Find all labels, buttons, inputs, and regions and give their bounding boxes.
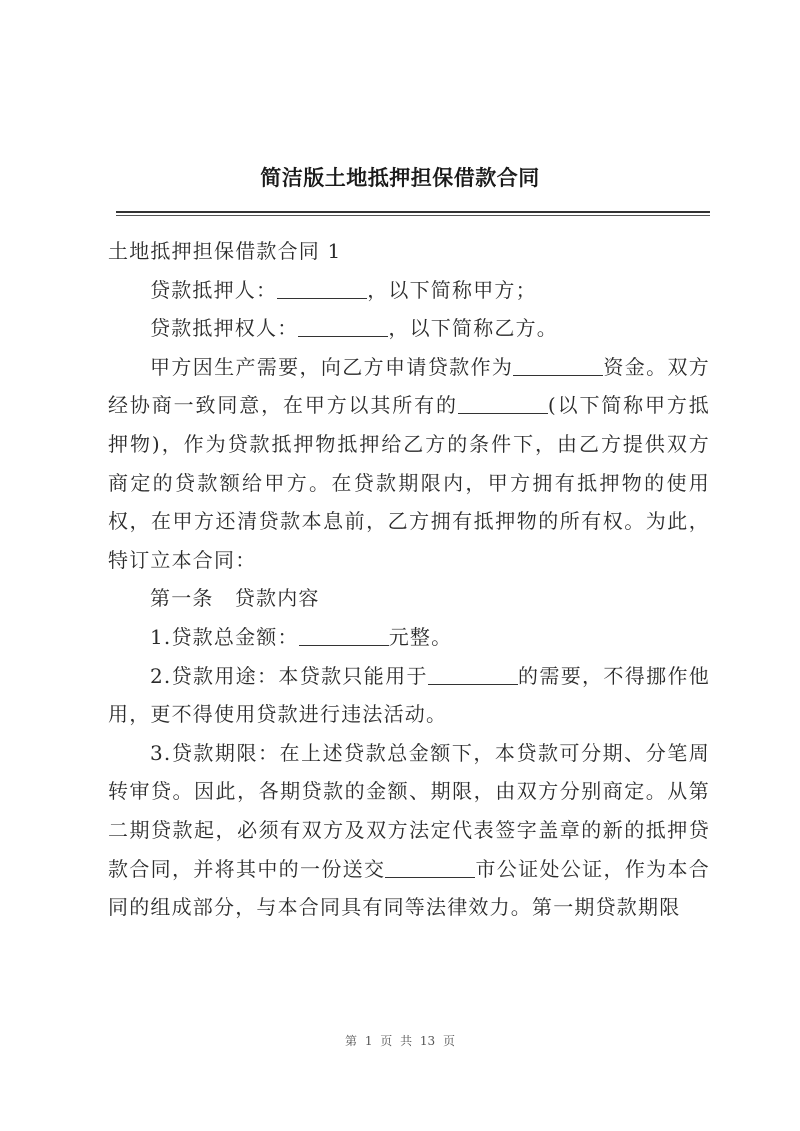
paragraph-loan-purpose: [108, 657, 710, 734]
fill-in-blank: [513, 355, 603, 376]
title-underline-thin: [116, 215, 710, 216]
paragraph-text: 2.贷款用途：本贷款只能用于: [150, 663, 428, 688]
paragraph-mortgagor: [108, 271, 710, 310]
fill-in-blank: [298, 316, 388, 337]
fill-in-blank: [299, 625, 389, 646]
paragraph-text: 1.贷款总金额：: [150, 624, 299, 649]
section-heading: 土地抵押担保借款合同 1: [108, 239, 342, 263]
document-body: [108, 232, 710, 927]
paragraph-text: 市公证处公证，作为本合同的组成部分，与本合同具有同等法律效力。第一期贷款期限: [108, 856, 710, 920]
paragraph-loan-amount: [108, 618, 710, 657]
paragraph-text: ，以下简称乙方。: [388, 316, 559, 341]
paragraph-text: 元整。: [388, 624, 453, 649]
paragraph-preamble: [108, 348, 710, 580]
fill-in-blank: [458, 393, 548, 414]
paragraph-text: 贷款抵押权人：: [150, 316, 299, 341]
page-footer: 第 1 页 共 13 页: [345, 1034, 455, 1048]
paragraph-text: ，以下简称甲方；: [367, 277, 537, 302]
fill-in-blank: [428, 664, 518, 685]
paragraph-text: (以下简称甲方抵押物)，作为贷款抵押物抵押给乙方的条件下，由乙方提供双方商定的贷款额给甲方。在贷款期限内，甲方拥有抵押物的使用权，在甲方还清贷款本息前，乙方拥有抵押物的所有权。为此，特订立本合同：: [108, 393, 710, 572]
title-underline-thick: [116, 211, 710, 213]
article-heading: 第一条 贷款内容: [150, 586, 320, 611]
document-title: 简洁版土地抵押担保借款合同: [260, 166, 540, 190]
paragraph-text: 3.贷款期限：在上述贷款总金额下，本贷款可分期、分笔周转审贷。因此，各期贷款的金额、期限，由双方分别商定。从第二期贷款起，必须有双方及双方法定代表签字盖章的新的抵押贷款合同，并将其中的一份送交: [108, 740, 710, 881]
paragraph-text: 的需要，不得挪作他用，更不得使用贷款进行违法活动。: [108, 663, 710, 727]
fill-in-blank: [385, 857, 475, 878]
paragraph-mortgagee: [108, 309, 710, 348]
fill-in-blank: [277, 278, 367, 299]
paragraph-text: 资金。双方经协商一致同意，在甲方以其所有的: [108, 354, 711, 418]
paragraph-loan-term: [108, 734, 710, 927]
paragraph-text: 贷款抵押人：: [150, 277, 278, 302]
paragraph-text: 甲方因生产需要，向乙方申请贷款作为: [150, 354, 514, 379]
